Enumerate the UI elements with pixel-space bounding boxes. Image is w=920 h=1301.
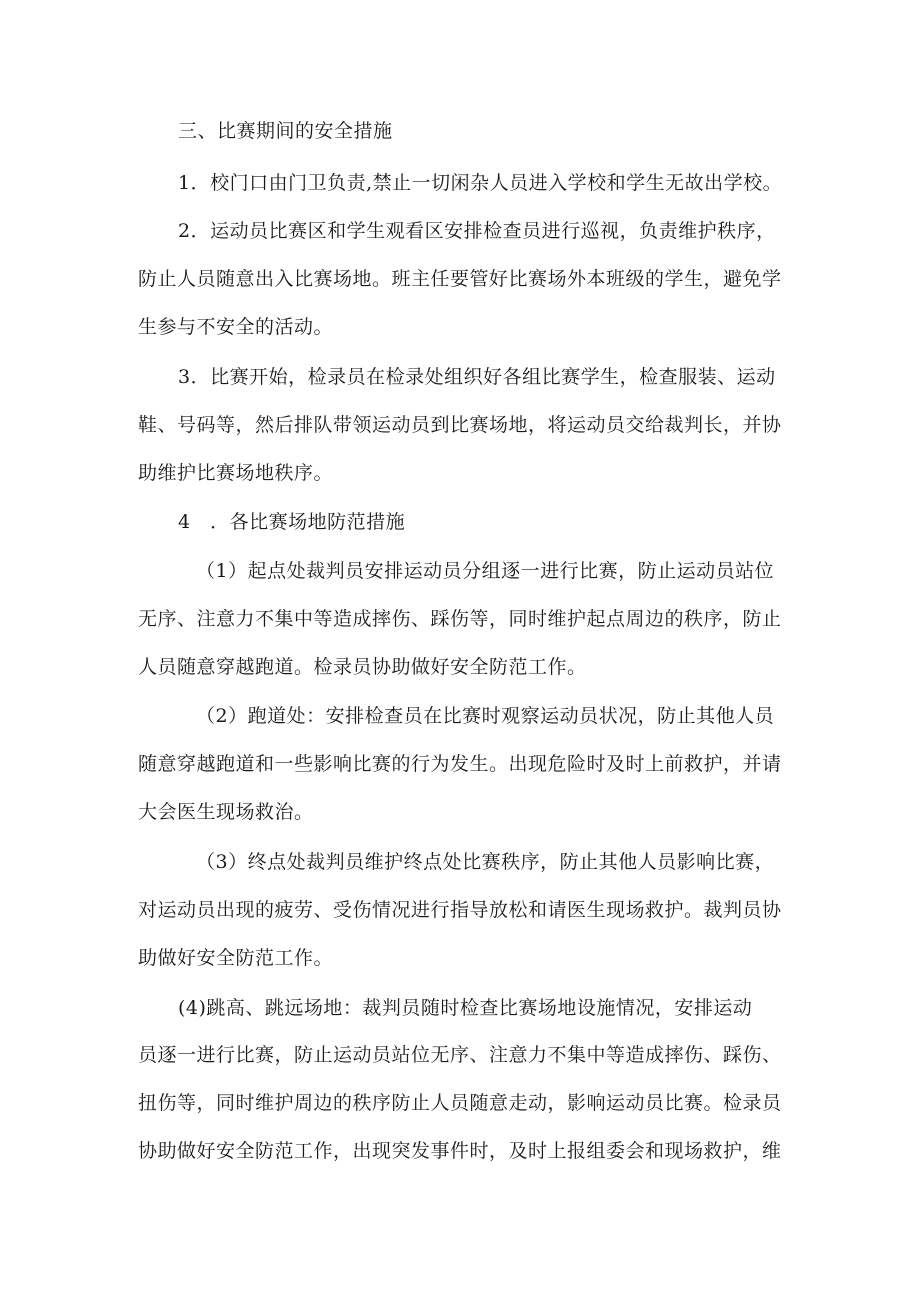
paragraph-line: （1）起点处裁判员安排运动员分组逐一进行比赛，防止运动员站位 (196, 560, 775, 582)
paragraph-line: 扭伤等，同时维护周边的秩序防止人员随意走动，影响运动员比赛。检录员 (138, 1092, 782, 1114)
paragraph-line: 随意穿越跑道和一些影响比赛的行为发生。出现危险时及时上前救护，并请 (138, 753, 782, 775)
paragraph-line: 无序、注意力不集中等造成摔伤、踩伤等，同时维护起点周边的秩序，防止 (138, 608, 782, 630)
paragraph-line: 3．比赛开始，检录员在检录处组织好各组比赛学生，检查服装、运动 (178, 366, 776, 388)
paragraph-line: （3）终点处裁判员维护终点处比赛秩序，防止其他人员影响比赛， (196, 851, 775, 873)
paragraph-line: 人员随意穿越跑道。检录员协助做好安全防范工作。 (138, 656, 587, 678)
subsection-heading: 4 ．各比赛场地防范措施 (178, 511, 406, 533)
paragraph-line: 协助做好安全防范工作，出现突发事件时，及时上报组委会和现场救护，维 (138, 1140, 782, 1162)
paragraph-line: 员逐一进行比赛，防止运动员站位无序、注意力不集中等造成摔伤、踩伤、 (138, 1044, 782, 1066)
paragraph-line: 助维护比赛场地秩序。 (138, 462, 334, 484)
paragraph-line: 鞋、号码等，然后排队带领运动员到比赛场地，将运动员交给裁判长，并协 (138, 414, 782, 436)
paragraph-line: 生参与不安全的活动。 (138, 316, 334, 338)
section-heading: 三、比赛期间的安全措施 (178, 120, 393, 142)
paragraph-line: 助做好安全防范工作。 (138, 947, 334, 969)
paragraph-line: 大会医生现场救治。 (138, 801, 314, 823)
paragraph-line: 防止人员随意出入比赛场地。班主任要管好比赛场外本班级的学生，避免学 (138, 268, 782, 290)
paragraph-line: 对运动员出现的疲劳、受伤情况进行指导放松和请医生现场救护。裁判员协 (138, 899, 782, 921)
paragraph-line: （2）跑道处：安排检查员在比赛时观察运动员状况，防止其他人员 (196, 705, 775, 727)
paragraph-line: (4)跳高、跳远场地：裁判员随时检查比赛场地设施情况，安排运动 (178, 997, 753, 1019)
paragraph-line: 2．运动员比赛区和学生观看区安排检查员进行巡视，负责维护秩序， (178, 220, 776, 242)
paragraph-line: 1．校门口由门卫负责,禁止一切闲杂人员进入学校和学生无故出学校。 (178, 172, 783, 194)
